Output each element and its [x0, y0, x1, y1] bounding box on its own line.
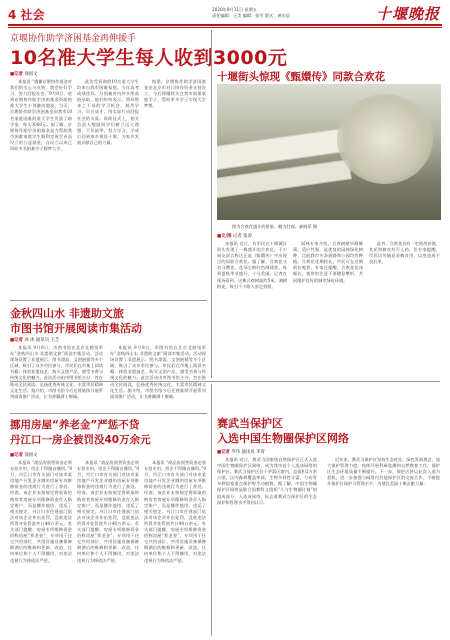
flower-photo	[217, 84, 441, 220]
header-rule-thin	[8, 27, 442, 28]
story2-column-2	[293, 241, 363, 377]
story5-column-1	[217, 457, 317, 636]
story1-column-1	[10, 79, 72, 295]
editor-line: 责任编辑：王美 编辑：张雪 版式：黄东辰	[212, 12, 291, 18]
story1-column-3	[144, 79, 206, 295]
story3-byline	[10, 337, 59, 343]
story4-column-3	[144, 460, 206, 636]
story5-paragraph: 近年来，赛武当保护区坚持生态优先、绿色发展理念，加大保护管理力度，持续开展科研监测和自然教育工作，保护区生态环境质量不断提升。下一步，保护区将以此次入选为契机，进一步加强与网络内其他保护区的交流合作，不断提升保护区保护与管理水平，为建设美丽十堰贡献力量。	[327, 457, 440, 487]
byline-names: 徐国文	[24, 453, 38, 458]
story1-paragraph: 据悉，京堰协作助学济困基金由北京市对口协作资金支持设立，今后将继续关注我市困难家庭学子，帮助更多学子实现大学梦想。	[144, 79, 206, 109]
section-tag: 4 社会	[8, 8, 45, 22]
story-divider	[10, 300, 207, 301]
story2-column-1	[217, 241, 287, 377]
story5-column-2	[327, 457, 440, 636]
story1-paragraph: 本报讯 “感谢京堰协作基金对我们的关心与支持，我会好好学习，努力回报社会。”9月8日，收到京堰协作助学济困基金资助的准大学生小刘激动地说。当天，京堰协作助学济困基金向我市10名家庭困难的准大学生发放了助学金，每人3000元。据了解，京堰协作助学济困基金是为帮助我市困难家庭学生顺利完成学业而设立的公益基金，自设立以来已资助多名困难学子圆梦大学。	[10, 79, 72, 152]
story3-paragraph: 本报讯 9月8日，市图书馆在北京北路馆举办“金秋四山水 非遗助文旅”阅读市集活动。活动现场设置了非遗展示、图书漂流、文创展销等多个区域，吸引了众多市民参与。市民们在市集上阅读书籍、体验非遗技艺、购买文创产品，感受书香与传统文化的魅力。此次活动由市图书馆主办，旨在推动全民阅读，弘扬优秀传统文化，丰富市民精神文化生活。据介绍，市图书馆今后还将陆续开展系列阅读推广活动，让书香飘满十堰城。	[10, 345, 103, 399]
story1-column-2	[77, 79, 139, 295]
story1-headline: 10名准大学生每人收到3000元	[10, 47, 288, 69]
byline-label: ■记者	[217, 450, 230, 455]
story4-headline: 挪用房屋“养老金”严惩不贷	[10, 419, 140, 431]
story2-paragraph: 此外，合欢花具有一定药用价值，其花和树皮均可入药。但专家提醒，市民切勿随意采摘食用，以免造成不良后果。	[369, 241, 440, 265]
story2-column-3	[369, 241, 440, 377]
story3-paragraph: 本报讯 9月8日，市图书馆在北京北路馆举办“金秋四山水 非遗助文旅”阅读市集活动。活动现场设置了非遗展示、图书漂流、文创展销等多个区域，吸引了众多市民参与。市民们在市集上阅读书籍、体验非遗技艺、购买文创产品，感受书香与传统文化的魅力。此次活动由市图书馆主办，旨在推动全民阅读，弘扬优秀传统文化，丰富市民精神文化生活。据介绍，市图书馆今后还将陆续开展系列阅读推广活动，让书香飘满十堰城。	[110, 345, 206, 399]
story5-paragraph: 本报讯 近日，赛武当国家级自然保护区正式入选中国生物圈保护区网络，成为我市首个入选该网络的保护区。赛武当保护区位于茅箭区境内，总面积2万余公顷，区内森林覆盖率高，生物多样性丰富，分布有多种国家重点保护野生动植物。据了解，中国生物圈保护区网络是联合国教科文组织“人与生物圈计划”的组成部分，入选该网络，标志着赛武当保护区的生态保护和管理水平得到认可。	[217, 457, 317, 505]
story4-subheadline: 丹江口一房企被罚没40万余元	[10, 434, 151, 446]
story2-byline	[217, 233, 252, 239]
byline-label: ■记者	[10, 338, 23, 343]
byline-label: ■记者	[10, 453, 23, 458]
story4-byline	[10, 452, 38, 458]
story3-column-2	[110, 345, 206, 411]
story4-paragraph: 本报讯 “商品房预售资金必须专款专用，房企不得擅自挪用。”9月，丹江口市有关部门对该市某房地产开发企业挪用房屋专项维修资金的违规行为进行了查处。经查，该企业未按规定将收取的购房者房屋专项维修资金存入指定账户，而是挪作他用，违反了相关规定。丹江口市住建部门依法对该企业作出处罚，没收违法所得并处罚款共计40万余元。有关部门提醒，房屋专项维修资金俗称房屋“养老金”，专项用于住宅共用部位、共用设施设备保修期满后的维修和更新、改造，任何单位和个人不得挪用，对违法违规行为将依法严惩。	[144, 460, 206, 563]
photo-caption: 图为合欢花盛开的景象，颇为壮观。郝晓菲 摄	[232, 224, 318, 229]
story4-column-1	[10, 460, 72, 636]
story4-paragraph: 本报讯 “商品房预售资金必须专款专用，房企不得擅自挪用。”9月，丹江口市有关部门对该市某房地产开发企业挪用房屋专项维修资金的违规行为进行了查处。经查，该企业未按规定将收取的购房者房屋专项维修资金存入指定账户，而是挪作他用，违反了相关规定。丹江口市住建部门依法对该企业作出处罚，没收违法所得并处罚款共计40万余元。有关部门提醒，房屋专项维修资金俗称房屋“养老金”，专项用于住宅共用部位、共用设施设备保修期满后的维修和更新、改造，任何单位和个人不得挪用，对违法违规行为将依法严惩。	[10, 460, 72, 563]
byline-names: 记者 张涛	[232, 234, 252, 239]
story1-paragraph: 此次受资助的10名准大学生均来自我市困难家庭，今年高考成绩优异，分别被省内外多所高校录取。他们纷纷表示，将珍惜来之不易的学习机会，刻苦学习，早日成才，用实际行动回报社会的关爱。资助仪式上，相关负责人勉励同学们树立远大理想，不负韶华，努力学习，学成后回到家乡建设十堰，为家乡发展贡献自己的力量。	[77, 79, 139, 145]
story5-headline: 赛武当保护区	[217, 417, 283, 430]
story5-subheadline: 入选中国生物圈保护区网络	[217, 432, 349, 445]
byline-names: 徐国文	[24, 72, 38, 77]
story-divider	[10, 413, 207, 414]
byline-names: 冰 冰 通讯员 王芝	[24, 338, 60, 343]
story3-subheadline: 市图书馆开展阅读市集活动	[10, 322, 142, 335]
story1-kicker: 京堰协作助学济困基金再伸援手	[10, 34, 137, 44]
story2-headline: 十堰街头惊现《甄嬛传》同款合欢花	[217, 71, 385, 83]
photo-highlight	[337, 94, 433, 184]
byline-label: ■文/图	[217, 234, 232, 239]
story4-paragraph: 本报讯 “商品房预售资金必须专款专用，房企不得擅自挪用。”9月，丹江口市有关部门对该市某房地产开发企业挪用房屋专项维修资金的违规行为进行了查处。经查，该企业未按规定将收取的购房者房屋专项维修资金存入指定账户，而是挪作他用，违反了相关规定。丹江口市住建部门依法对该企业作出处罚，没收违法所得并处罚款共计40万余元。有关部门提醒，房屋专项维修资金俗称房屋“养老金”，专项用于住宅共用部位、共用设施设备保修期满后的维修和更新、改造，任何单位和个人不得挪用，对违法违规行为将依法严惩。	[77, 460, 139, 563]
story4-column-2	[77, 460, 139, 636]
story5-byline	[217, 449, 265, 455]
masthead-logo: 十堰晚报	[375, 5, 440, 23]
byline-label: ■记者	[10, 72, 23, 77]
story3-column-1	[10, 345, 103, 411]
story1-byline	[10, 71, 38, 77]
story2-paragraph: 本报讯 近日，有市民在十堰城区街头发现了一株盛开的合欢花，不少网友留言称这正是《甄嬛传》中出现过的同款合欢花。据了解，合欢花又名马缨花，花朵呈粉红色绒球状，每到夏秋季节盛开，十分美丽。记者在现场看到，这株合欢树高约5米，满树粉花，吸引不少路人驻足拍照。	[217, 241, 287, 289]
date-line: 2020年9月11日 星期五	[212, 7, 258, 12]
header-meta	[212, 7, 352, 18]
column-divider	[211, 384, 212, 636]
story3-headline: 金秋四山水 非遗助文旅	[10, 307, 124, 320]
story2-paragraph: 园林专家介绍，合欢树耐旱耐瘠薄，适应性强，是优良的园林绿化树种，目前我市多条道路和公园均有种植。合欢花花期较长，市民可在近期前往观赏。专家还提醒，合欢花花丝细长，观赏时注意不要随意攀折，共同维护良好的城市绿化环境。	[293, 241, 363, 283]
byline-names: 罗伟 通讯员 李青	[231, 450, 265, 455]
header-rule	[8, 24, 442, 26]
story-divider	[10, 381, 440, 382]
column-divider	[211, 30, 212, 378]
